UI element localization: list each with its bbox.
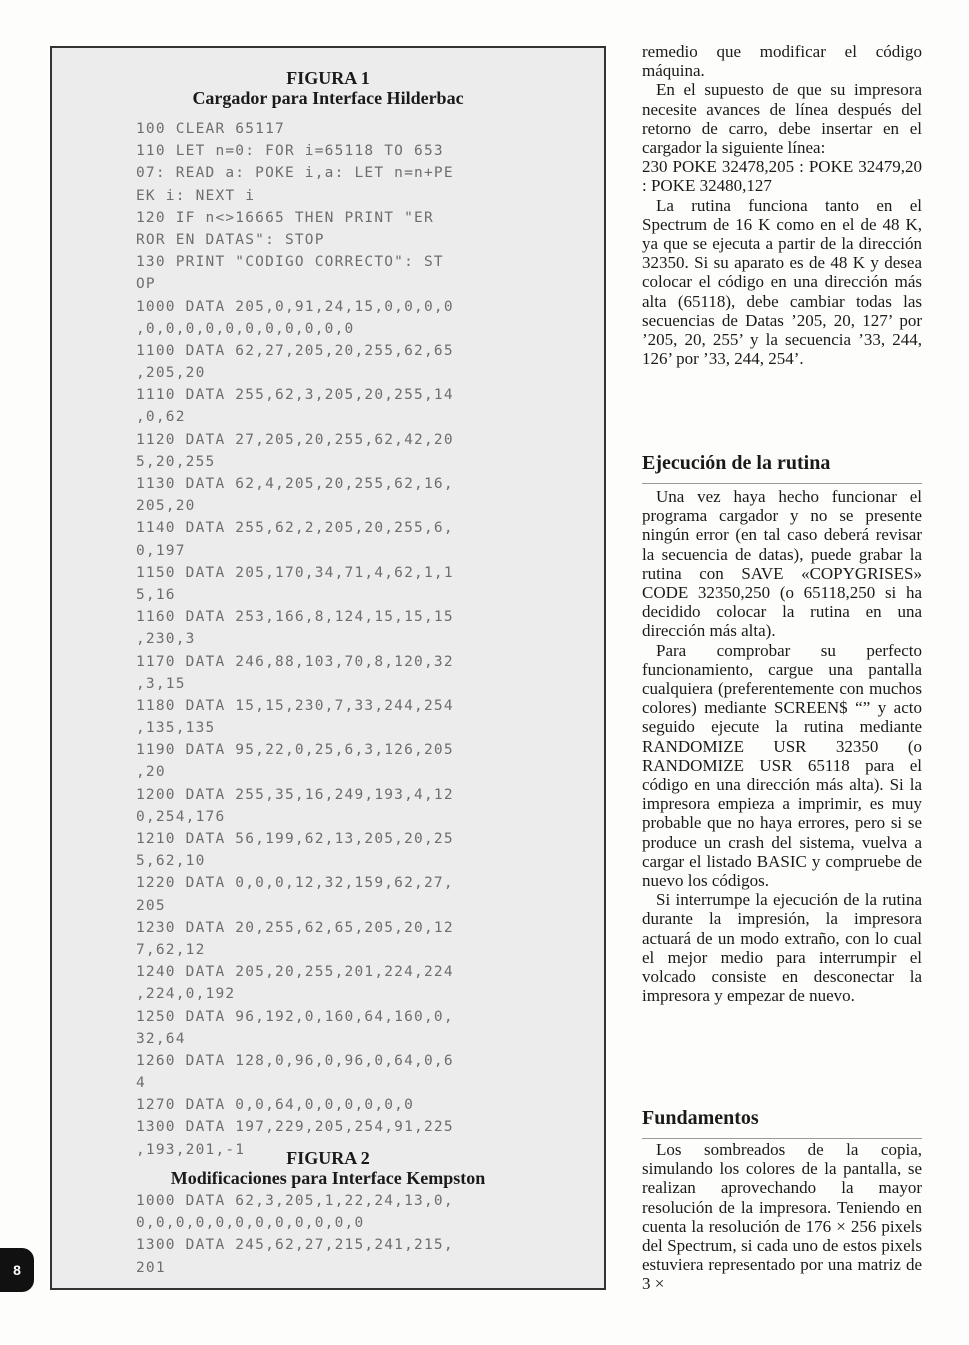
code-line: ,224,0,192 [136, 986, 236, 1003]
fundamentos-block [642, 1140, 922, 1294]
code-line: 1180 DATA 15,15,230,7,33,244,254 [136, 697, 454, 714]
code-line: 205 [136, 897, 166, 914]
code-line: ,135,135 [136, 720, 216, 737]
code-line: 201 [136, 1259, 166, 1276]
code-line: 5,62,10 [136, 853, 206, 870]
code-line: OP [136, 276, 156, 293]
code-line: ,193,201,-1 [136, 1141, 246, 1158]
code-line: 1130 DATA 62,4,205,20,255,62,16, [136, 476, 454, 492]
ejecucion-block [642, 487, 922, 1005]
code-line: 7,62,12 [136, 941, 206, 958]
figure2-title: Modificaciones para Interface Kempston [170, 1168, 486, 1188]
code-line: 1250 DATA 96,192,0,160,64,160,0, [136, 1008, 454, 1025]
figure1-caption [52, 68, 604, 108]
page-number-tab [0, 1248, 34, 1292]
intro-paragraph: remedio que modificar el código máquina. [642, 42, 922, 81]
code-line: 1160 DATA 253,166,8,124,15,15,15 [136, 609, 454, 626]
code-line: ,0,62 [136, 409, 186, 426]
page-number: 8 [13, 1262, 21, 1278]
code-line: 130 PRINT "CODIGO CORRECTO": ST [136, 254, 444, 271]
section-heading-fundamentos: Fundamentos [642, 1107, 922, 1139]
fundamentos-paragraph: Los sombreados de la copia, simulando los colores de la pantalla, se realizan aprovechando la mayor resolución de la impresora. Teniendo en cuenta la resolución de 176 × 256 pixels del Spectrum, si cada uno de estos pixels estuviera representado por una matriz de 3 × [642, 1140, 922, 1294]
code-line: 1220 DATA 0,0,0,12,32,159,62,27, [136, 875, 454, 892]
code-line: 1110 DATA 255,62,3,205,20,255,14 [136, 387, 454, 404]
code-line: 1000 DATA 205,0,91,24,15,0,0,0,0 [136, 298, 454, 315]
code-line: 1200 DATA 255,35,16,249,193,4,12 [136, 786, 454, 803]
code-line: ,205,20 [136, 365, 206, 382]
code-line: 1150 DATA 205,170,34,71,4,62,1,1 [136, 564, 454, 581]
listing-box [50, 46, 606, 1290]
ejecucion-paragraph: Para comprobar su perfecto funcionamiento, cargue una pantalla cualquiera (preferentemente con muchos colores) mediante SCREEN$ “” y acto seguido ejecute la rutina mediante RANDOMIZE USR 32350 (o RANDOMIZE USR 65118 para el código en una dirección más alta). Si la impresora empieza a imprimir, es muy probable que no haya errores, pero si se produce un crash del sistema, vuelva a cargar el listado BASIC y compruebe de nuevo los códigos. [642, 640, 922, 891]
code-line: 1300 DATA 197,229,205,254,91,225 [136, 1119, 454, 1136]
figure2-label: FIGURA 2 [286, 1148, 370, 1168]
intro-paragraph: En el supuesto de que su impresora necesite avances de línea después del retorno de carro, debe insertar en el cargador la siguiente línea: [642, 80, 922, 158]
code-line: 1000 DATA 62,3,205,1,22,24,13,0, [136, 1193, 454, 1209]
code-line: 07: READ a: POKE i,a: LET n=n+PE [136, 165, 454, 182]
code-line: 1260 DATA 128,0,96,0,96,0,64,0,6 [136, 1052, 454, 1069]
code-line: 205,20 [136, 498, 196, 515]
figure2-listing [136, 1190, 561, 1279]
code-line: 1240 DATA 205,20,255,201,224,224 [136, 964, 454, 981]
intro-paragraph: 230 POKE 32478,205 : POKE 32479,20 : POKE 32480,127 [642, 157, 922, 196]
code-line: 1230 DATA 20,255,62,65,205,20,12 [136, 919, 454, 936]
code-line: 0,254,176 [136, 808, 226, 825]
code-line: ,20 [136, 764, 166, 781]
code-line: EK i: NEXT i [136, 187, 256, 204]
code-line: 1100 DATA 62,27,205,20,255,62,65 [136, 342, 454, 359]
code-line: 120 IF n<>16665 THEN PRINT "ER [136, 209, 434, 226]
code-line: 1210 DATA 56,199,62,13,205,20,25 [136, 831, 454, 847]
code-line: ,3,15 [136, 675, 186, 692]
code-line: 1300 DATA 245,62,27,215,241,215, [136, 1237, 454, 1254]
code-line: ,0,0,0,0,0,0,0,0,0,0,0 [136, 320, 355, 337]
code-line: 32,64 [136, 1030, 186, 1047]
figure1-title: Cargador para Interface Hilderbac [192, 88, 464, 108]
code-line: 0,197 [136, 542, 186, 559]
figure1-label: FIGURA 1 [286, 68, 370, 88]
code-line: ROR EN DATAS": STOP [136, 231, 325, 248]
intro-block [642, 42, 922, 368]
code-line: 4 [136, 1075, 146, 1092]
code-line: 1170 DATA 246,88,103,70,8,120,32 [136, 653, 454, 670]
code-line: 110 LET n=0: FOR i=65118 TO 653 [136, 143, 444, 160]
figure1-listing [136, 118, 561, 1161]
code-line: ,230,3 [136, 631, 196, 648]
ejecucion-paragraph: Si interrumpe la ejecución de la rutina durante la impresión, la impresora actuará de un modo extraño, con lo cual el mejor medio para interrumpir el volcado consiste en desconectar la impresora y empezar de nuevo. [642, 890, 922, 1006]
code-line: 1190 DATA 95,22,0,25,6,3,126,205 [136, 742, 454, 759]
figure2-caption [52, 1148, 604, 1188]
code-line: 5,16 [136, 586, 176, 603]
code-line: 0,0,0,0,0,0,0,0,0,0,0,0 [136, 1215, 365, 1232]
code-line: 1270 DATA 0,0,64,0,0,0,0,0,0 [136, 1097, 415, 1114]
code-line: 1120 DATA 27,205,20,255,62,42,20 [136, 431, 454, 448]
section-heading-ejecucion: Ejecución de la rutina [642, 452, 922, 484]
ejecucion-paragraph: Una vez haya hecho funcionar el programa cargador y no se presente ningún error (en tal caso deberá revisar la secuencia de datas), puede grabar la rutina con SAVE «COPYGRISES» CODE 32350,250 (o 65118,250 si ha decidido colocar la rutina en una dirección más alta). [642, 487, 922, 641]
code-line: 100 CLEAR 65117 [136, 121, 285, 137]
code-line: 5,20,255 [136, 453, 216, 470]
code-line: 1140 DATA 255,62,2,205,20,255,6, [136, 520, 454, 537]
intro-paragraph: La rutina funciona tanto en el Spectrum de 16 K como en el de 48 K, ya que se ejecuta a partir de la dirección 32350. Si su aparato es de 48 K y desea colocar el código en una dirección más alta (65118), debe cambiar todas las secuencias de Datas ’205, 20, 127’ por ’205, 20, 255’ y la secuencia ’33, 244, 126’ por ’33, 244, 254’. [642, 195, 922, 369]
